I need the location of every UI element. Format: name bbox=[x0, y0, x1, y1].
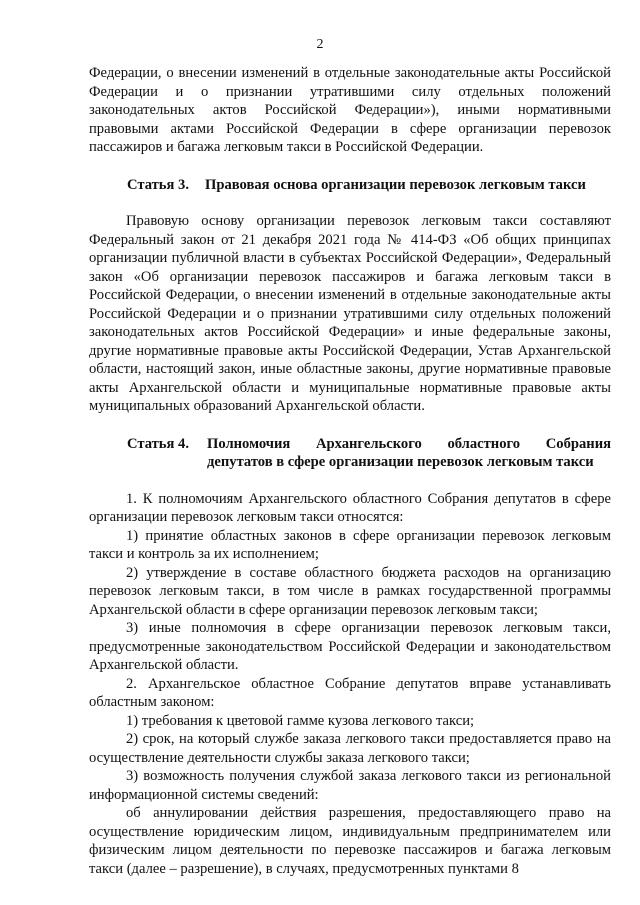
paragraph: 3) возможность получения службой заказа легкового такси из региональной информационной системы сведений: bbox=[89, 768, 611, 803]
article-4-number: Статья 4. bbox=[127, 435, 189, 452]
article-3-title: Правовая основа организации перевозок легковым такси bbox=[205, 176, 586, 193]
paragraph: об аннулировании действия разрешения, предоставляющего право на осуществление юридическим лицом, индивидуальным предпринимателем или физическим лицом деятельности по перевозке пассажиров и багажа легковым такси (далее – разрешение), в случаях, предусмотренных пунктами 8 bbox=[89, 805, 611, 877]
page-number: 2 bbox=[316, 37, 324, 52]
article-3-heading bbox=[89, 176, 611, 195]
article-4-title-line2: депутатов в сфере организации перевозок легковым такси bbox=[207, 454, 594, 470]
document-body bbox=[89, 64, 611, 878]
paragraph: 2) утверждение в составе областного бюджета расходов на организацию перевозок легковым такси, в том числе в рамках государственной программы Архангельской области в сфере организации перевозок легковым такси; bbox=[89, 564, 611, 618]
intro-paragraph: Федерации, о внесении изменений в отдельные законодательные акты Российской Федерации и о признании утратившими силу отдельных положений законодательных актов Российской Федерации»), иными нормативными правовыми актами Российской Федерации в сфере организации перевозок пассажиров и багажа легковым такси в Российской Федерации. bbox=[89, 65, 611, 155]
paragraph: 1. К полномочиям Архангельского областного Собрания депутатов в сфере организации перевозок легковым такси относятся: bbox=[89, 490, 611, 525]
article-4-heading bbox=[89, 435, 611, 472]
article-4-title-line1: Полномочия Архангельского областного Собрания bbox=[207, 435, 611, 452]
paragraph: 1) требования к цветовой гамме кузова легкового такси; bbox=[126, 712, 475, 729]
paragraph: 2) срок, на который службе заказа легкового такси предоставляется право на осуществление деятельности службы заказа легкового такси; bbox=[89, 731, 611, 766]
paragraph: 1) принятие областных законов в сфере организации перевозок легковым такси и контроль за их исполнением; bbox=[89, 527, 611, 562]
article-3-paragraph: Правовую основу организации перевозок легковым такси составляют Федеральный закон от 21 декабря 2021 года № 414-ФЗ «Об общих принципах организации публичной власти в субъектах Российской Федерации», Федеральный закон «Об организации перевозок пассажиров и багажа легковым такси в Российской Федерации, о внесении изменений в отдельные законодательные акты Российской Федерации и о признании утратившими силу отдельных положений законодательных актов Российской Федерации» и иные федеральные законы, другие нормативные правовые акты Российской Федерации, Устав Архангельской области, настоящий закон, иные областные законы, другие нормативные правовые акты Архангельской области и муниципальные нормативные правовые акты муниципальных образований Архангельской области. bbox=[89, 213, 611, 414]
article-3-number: Статья 3. bbox=[127, 176, 189, 193]
article-4-title bbox=[207, 435, 611, 472]
paragraph: 2. Архангельское областное Собрание депутатов вправе устанавливать областным законом: bbox=[89, 675, 611, 710]
paragraph: 3) иные полномочия в сфере организации перевозок легковым такси, предусмотренные законодательством Российской Федерации и законодательством Архангельской области. bbox=[89, 620, 611, 673]
